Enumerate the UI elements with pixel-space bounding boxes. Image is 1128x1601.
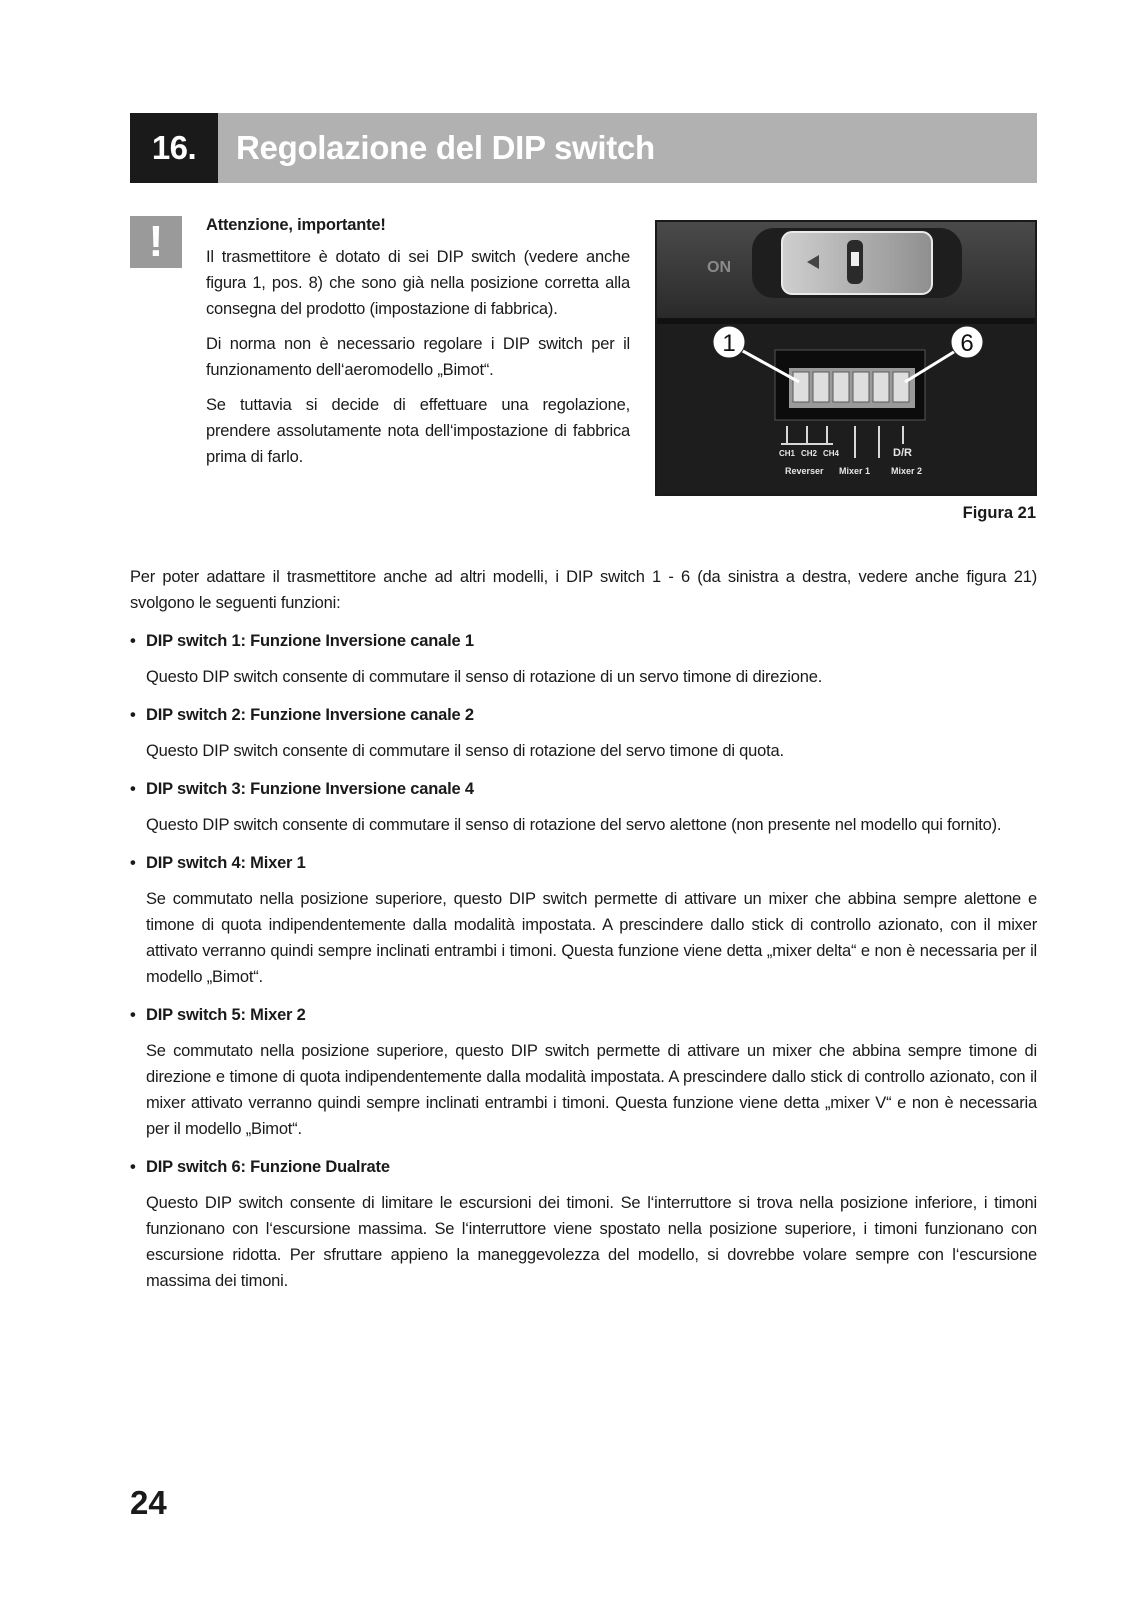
item-title: • DIP switch 5: Mixer 2 xyxy=(130,1002,1037,1028)
marker-1: 1 xyxy=(722,330,736,357)
warning-paragraph: Il trasmettitore è dotato di sei DIP switch (vedere anche figura 1, pos. 8) che sono già nella posizione corretta alla consegna del prodotto (impostazione di fabbrica). xyxy=(206,248,630,318)
dr-label: D/R xyxy=(893,447,912,459)
warning-paragraph: Se tuttavia si decide di effettuare una regolazione, prendere assolutamente nota dell‘impostazione di fabbrica prima di farlo. xyxy=(206,396,630,466)
warning-icon: ! xyxy=(130,216,182,268)
item-description: Se commutato nella posizione superiore, questo DIP switch permette di attivare un mixer che abbina sempre timone di direzione e timone di quota indipendentemente dalla modalità impostata. A prescindere dallo stick di controllo azionato, con il mixer attivato verranno quindi sempre inclinati entrambi i timoni. Questa funzione viene detta „mixer V“ e non è necessaria per il modello „Bimot“. xyxy=(146,1042,1037,1138)
list-item xyxy=(130,850,1037,990)
dip-switch-photo xyxy=(657,222,1035,494)
item-description: Se commutato nella posizione superiore, questo DIP switch permette di attivare un mixer che abbina sempre alettone e timone di quota indipendentemente dalla modalità impostata. A prescindere dallo stick di controllo azionato, con il mixer attivato verranno quindi sempre inclinati entrambi i timoni. Questa funzione viene detta „mixer delta“ e non è necessaria per il modello „Bimot“. xyxy=(146,890,1037,986)
item-description: Questo DIP switch consente di commutare il senso di rotazione del servo timone di quota. xyxy=(146,742,784,760)
on-label: ON xyxy=(707,259,731,276)
reverser-label: Reverser xyxy=(785,466,824,476)
ch1-label: CH1 xyxy=(779,449,796,458)
list-item xyxy=(130,776,1037,838)
item-title: • DIP switch 3: Funzione Inversione canale 4 xyxy=(130,776,1037,802)
item-description: Questo DIP switch consente di limitare le escursioni dei timoni. Se l‘interruttore si trova nella posizione inferiore, i timoni funzionano con l‘escursione massima. Se l‘interruttore viene spostato nella posizione superiore, i timoni funzionano con escursione ridotta. Per sfruttare appieno la maneggevolezza del modello, si dovrebbe volare sempre con l‘escursione massima dei timoni. xyxy=(146,1194,1037,1290)
mixer2-label: Mixer 2 xyxy=(891,466,923,476)
section-number: 16. xyxy=(130,113,218,183)
list-item xyxy=(130,1154,1037,1294)
figure-photo xyxy=(655,220,1037,496)
item-title: • DIP switch 4: Mixer 1 xyxy=(130,850,1037,876)
marker-6: 6 xyxy=(960,330,974,357)
ch2-label: CH2 xyxy=(801,449,818,458)
mixer1-label: Mixer 1 xyxy=(839,466,871,476)
body-text xyxy=(130,564,1037,1306)
warning-paragraph: Di norma non è necessario regolare i DIP switch per il funzionamento dell‘aeromodello „Bimot“. xyxy=(206,335,630,379)
section-title: Regolazione del DIP switch xyxy=(236,129,655,166)
item-title: • DIP switch 1: Funzione Inversione canale 1 xyxy=(130,628,1037,654)
warning-text xyxy=(206,212,630,479)
list-item xyxy=(130,1002,1037,1142)
list-item xyxy=(130,628,1037,690)
lead-paragraph: Per poter adattare il trasmettitore anche ad altri modelli, i DIP switch 1 - 6 (da sinistra a destra, vedere anche figura 21) svolgono le seguenti funzioni: xyxy=(130,568,1037,612)
figure-caption: Figura 21 xyxy=(962,504,1036,522)
list-item xyxy=(130,702,1037,764)
item-title: • DIP switch 6: Funzione Dualrate xyxy=(130,1154,1037,1180)
page-number: 24 xyxy=(130,1484,167,1521)
warning-heading: Attenzione, importante! xyxy=(206,216,386,234)
ch4-label: CH4 xyxy=(823,449,840,458)
item-description: Questo DIP switch consente di commutare il senso di rotazione del servo alettone (non presente nel modello qui fornito). xyxy=(146,816,1002,834)
item-title: • DIP switch 2: Funzione Inversione canale 2 xyxy=(130,702,1037,728)
section-header xyxy=(130,113,1037,183)
item-description: Questo DIP switch consente di commutare il senso di rotazione di un servo timone di direzione. xyxy=(146,668,823,686)
